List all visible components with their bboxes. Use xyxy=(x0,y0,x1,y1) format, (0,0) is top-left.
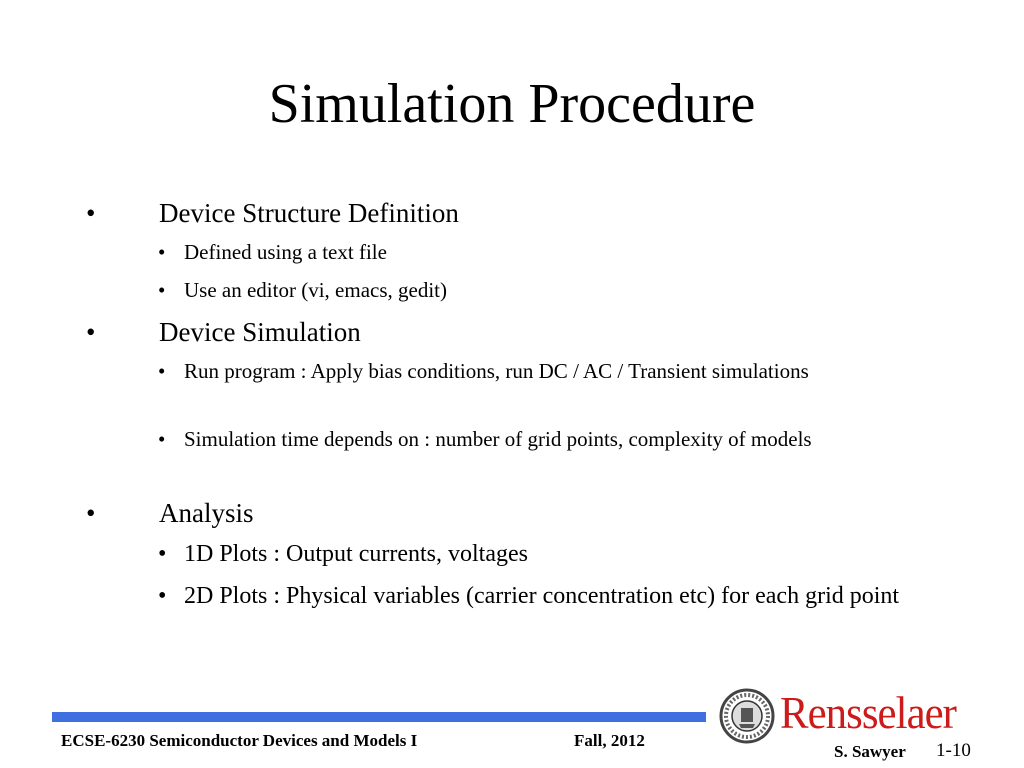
sub-bullet-marker: • xyxy=(158,359,166,383)
sub-bullet-text: Run program : Apply bias conditions, run DC / AC / Transient simulations xyxy=(184,359,809,383)
sub-bullet-text: Use an editor (vi, emacs, gedit) xyxy=(184,278,447,302)
bullet-marker: • xyxy=(86,198,96,228)
footer-author: S. Sawyer xyxy=(834,742,906,761)
rensselaer-seal-icon xyxy=(719,688,775,744)
footer-course-name: ECSE-6230 Semiconductor Devices and Models I xyxy=(61,731,418,750)
section-heading: Device Simulation xyxy=(159,317,361,347)
sub-bullet-marker: • xyxy=(158,427,166,451)
sub-bullet-text: 1D Plots : Output currents, voltages xyxy=(184,541,528,567)
sub-bullet-text: Defined using a text file xyxy=(184,240,387,264)
sub-bullet-text: Simulation time depends on : number of grid points, complexity of models xyxy=(184,427,812,451)
section-heading: Device Structure Definition xyxy=(159,198,459,228)
footer-divider-bar xyxy=(52,712,706,722)
sub-bullet-text-file xyxy=(158,237,918,268)
footer-term: Fall, 2012 xyxy=(574,731,645,750)
sub-bullet-2d-plots xyxy=(158,580,918,613)
sub-bullet-run-program xyxy=(158,356,838,387)
slide-number: 1-10 xyxy=(936,740,971,761)
sub-bullet-simulation-time xyxy=(158,424,888,455)
sub-bullet-marker: • xyxy=(158,240,166,264)
sub-bullet-marker: • xyxy=(158,541,167,567)
slide-title: Simulation Procedure xyxy=(268,73,756,135)
sub-bullet-text: 2D Plots : Physical variables (carrier concentration etc) for each grid point xyxy=(184,583,900,609)
section-heading: Analysis xyxy=(159,498,254,528)
sub-bullet-editor xyxy=(158,275,918,306)
bullet-marker: • xyxy=(86,317,96,347)
sub-bullet-marker: • xyxy=(158,583,167,609)
bullet-marker: • xyxy=(86,498,96,528)
sub-bullet-marker: • xyxy=(158,278,166,302)
sub-bullet-1d-plots xyxy=(158,538,918,571)
rensselaer-logo-wordmark: Rensselaer xyxy=(780,687,957,738)
